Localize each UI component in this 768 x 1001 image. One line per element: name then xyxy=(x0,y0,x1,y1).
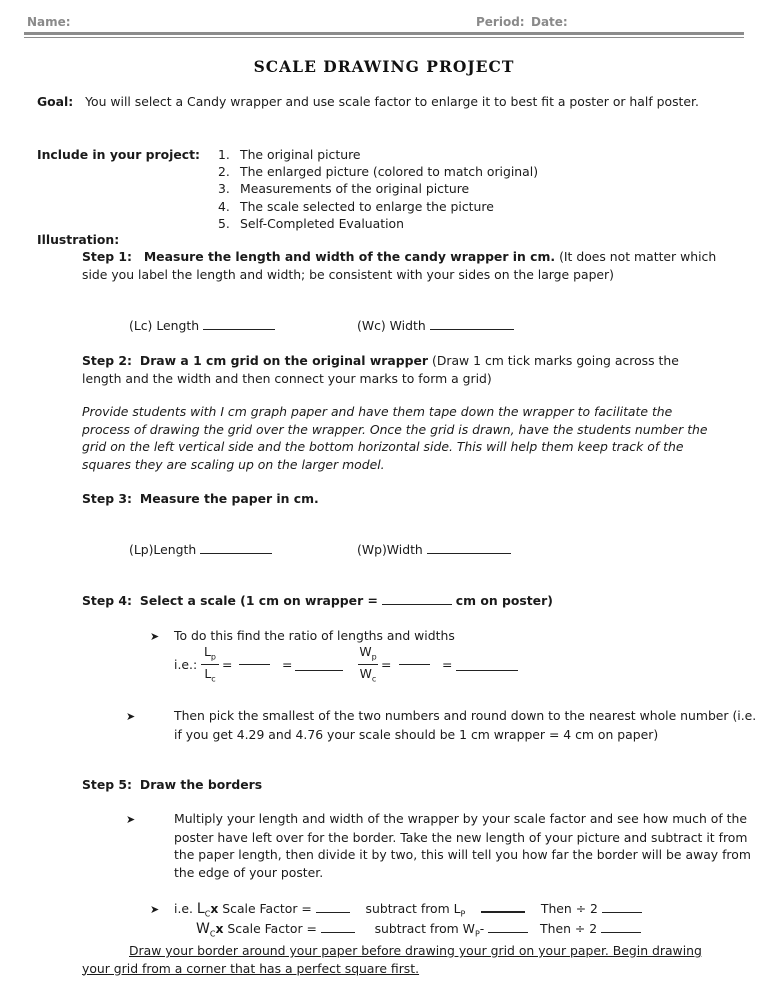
include-label: Include in your project: xyxy=(37,147,201,162)
arrow-bullet-icon: ➤ xyxy=(126,813,136,826)
step4-bullet-2: ➤ Then pick the smallest of the two numbers and round down to the nearest whole number (i.e. if you get 4.29 and 4.76 your scale should be 1 cm wrapper = 4 cm on paper) xyxy=(126,708,757,742)
step4-label: Step 4: xyxy=(82,593,133,608)
wp-over-wc-fraction: $\frac{W_p}{W_c}$ xyxy=(359,644,377,684)
ratio-length-fraction-blank[interactable] xyxy=(239,664,270,665)
list-item: 4. The scale selected to enlarge the picture xyxy=(218,198,494,214)
list-item: 3. Measurements of the original picture xyxy=(218,181,470,197)
lp-over-lc-fraction: $\frac{L_p}{L_c}$ xyxy=(201,644,219,688)
include-list xyxy=(218,146,538,232)
wc-width-field[interactable]: (Wc) Width xyxy=(357,317,514,334)
ratio-width-result-blank[interactable] xyxy=(456,658,518,671)
step5-bullet-1: ➤ Multiply your length and width of the wrapper by your scale factor and see how much of the poster have left over for the border. Take the new length of your picture and subtract it from the paper length, then divide it by two, this will tell you how far the border will be away from the edge of your poster. xyxy=(126,811,751,880)
list-item: 5. Self-Completed Evaluation xyxy=(218,215,404,231)
goal-text: You will select a Candy wrapper and use scale factor to enlarge it to best fit a poster or half poster. xyxy=(85,94,699,109)
arrow-bullet-icon: ➤ xyxy=(150,903,160,916)
illustration-label: Illustration: xyxy=(37,232,120,247)
list-item: 1. The original picture xyxy=(218,147,361,162)
step2-heading: Draw a 1 cm grid on the original wrapper xyxy=(139,353,429,368)
step4-bullet-1: ➤ To do this find the ratio of lengths and widths xyxy=(150,627,750,646)
step2-text: (Draw 1 cm tick marks going across the length and the width and then connect your marks to form a grid) xyxy=(82,353,679,386)
length-border-blank[interactable] xyxy=(602,900,642,913)
width-border-calc-row: $W_Cx$ Scale Factor = subtract from $W_P-$ Then ÷ 2 xyxy=(196,920,641,942)
step1-paragraph xyxy=(82,248,722,283)
step2-paragraph xyxy=(82,352,722,387)
step3-label: Step 3: xyxy=(82,491,133,506)
length-border-calc-row: ➤ i.e. $L_Cx$ Scale Factor = subtract from $L_P$ Then ÷ 2 xyxy=(150,899,642,922)
goal-paragraph xyxy=(37,92,737,112)
lc-length-field[interactable]: (Lc) Length xyxy=(129,317,275,334)
step1-text: (It does not matter which side you label the length and width; be consistent with your sides on the large paper) xyxy=(82,249,717,282)
width-scaled-blank[interactable] xyxy=(321,920,355,933)
goal-label: Goal: xyxy=(37,94,74,109)
list-item: 2. The enlarged picture (colored to match original) xyxy=(218,164,539,180)
step2-teacher-note: Provide students with I cm graph paper and have them tape down the wrapper to facilitate the process of drawing the grid over the wrapper. Once the grid is drawn, have the students number the grid on the left vertical side and the bottom horizontal side. This will help them keep track of the squares they are scaling up on the larger model. xyxy=(82,404,708,472)
arrow-bullet-icon: ➤ xyxy=(150,630,160,643)
ie-label: i.e.: xyxy=(174,657,198,672)
date-label: Date: xyxy=(531,15,568,29)
closing-instruction: Draw your border around your paper before drawing your grid on your paper. Begin drawing your grid from a corner that has a perfect square first. xyxy=(82,943,702,976)
step5-label: Step 5: xyxy=(82,777,133,792)
period-label: Period: xyxy=(476,15,525,29)
step5-paragraph xyxy=(82,776,722,794)
width-border-blank[interactable] xyxy=(601,920,641,933)
ratio-width-fraction-blank[interactable] xyxy=(399,664,430,665)
ratio-length-result-blank[interactable] xyxy=(295,658,343,671)
length-difference-blank[interactable] xyxy=(481,899,525,913)
step3-paragraph xyxy=(82,490,722,508)
step4-paragraph: Step 4: Select a scale (1 cm on wrapper = cm on poster) xyxy=(82,593,553,608)
width-difference-blank[interactable] xyxy=(488,920,528,933)
step4-heading: Select a scale (1 cm on wrapper = xyxy=(139,593,378,608)
lp-length-field[interactable]: (Lp)Length xyxy=(129,541,272,558)
step2-label: Step 2: xyxy=(82,353,133,368)
step1-label: Step 1: xyxy=(82,249,133,264)
length-scaled-blank[interactable] xyxy=(316,900,350,913)
header-rule-thin xyxy=(24,37,744,38)
step1-heading: Measure the length and width of the candy wrapper in cm. xyxy=(143,249,556,264)
step5-heading: Draw the borders xyxy=(139,777,263,792)
header-rule-thick xyxy=(24,32,744,35)
wp-width-field[interactable]: (Wp)Width xyxy=(357,541,511,558)
arrow-bullet-icon: ➤ xyxy=(126,710,136,723)
page-title: SCALE DRAWING PROJECT xyxy=(253,57,515,76)
scale-blank[interactable] xyxy=(382,592,452,605)
step3-heading: Measure the paper in cm. xyxy=(139,491,319,506)
name-label: Name: xyxy=(27,15,71,29)
